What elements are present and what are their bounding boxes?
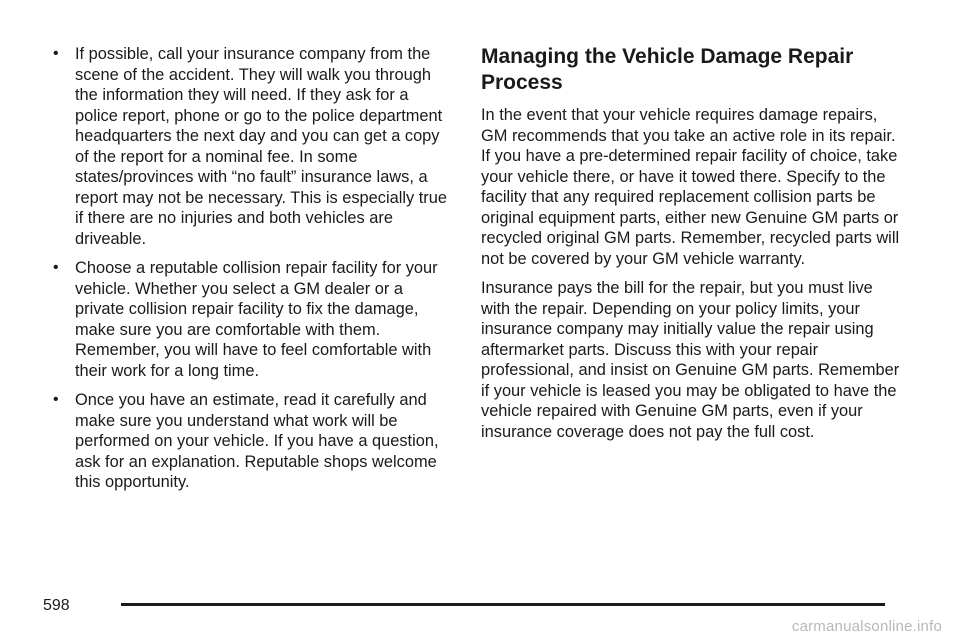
bullet-icon: •: [53, 45, 59, 62]
bullet-item-choose-facility: [53, 258, 453, 381]
bullet-item-estimate: [53, 390, 453, 493]
page-number: 598: [43, 597, 70, 614]
watermark: carmanualsonline.info: [791, 618, 942, 635]
footer-divider: [121, 603, 885, 606]
paragraph-damage-repairs: In the event that your vehicle requires damage repairs, GM recommends that you take an active role in its repair. If you have a pre-determined repair facility of choice, take your vehicle there, or have it towed there. Specify to the facility that any required replacement collision parts be original equipment parts, either new Genuine GM parts or recycled original GM parts. Remember, recycled parts will not be covered by your GM vehicle warranty.: [481, 106, 900, 268]
bullet-text: Choose a reputable collision repair facility for your vehicle. Whether you select a GM dealer or a private collision repair facility to fix the damage, make sure you are comfortable with them. Remember, you will have to feel comfortable with their work for a long time.: [75, 259, 438, 380]
paragraph-insurance: Insurance pays the bill for the repair, but you must live with the repair. Depending on your policy limits, your insurance company may initially value the repair using aftermarket parts. Discuss this with your repair professional, and insist on Genuine GM parts. Remember if your vehicle is leased you may be obligated to have the vehicle repaired with Genuine GM parts, even if your insurance coverage does not pay the full cost.: [481, 279, 900, 441]
section-heading: Managing the Vehicle Damage Repair Process: [481, 45, 854, 94]
bullet-icon: •: [53, 391, 59, 408]
bullet-icon: •: [53, 259, 59, 276]
bullet-text: If possible, call your insurance company from the scene of the accident. They will walk you through the information they will need. If they ask for a police report, phone or go to the police department headquarters the next day and you can get a copy of the report for a nominal fee. In some states/provinces with “no fault” insurance laws, a report may not be necessary. This is especially true if there are no injuries and both vehicles are driveable.: [75, 45, 447, 248]
right-column: [481, 44, 901, 451]
left-column: [53, 44, 453, 502]
bullet-text: Once you have an estimate, read it carefully and make sure you understand what work will be performed on your vehicle. If you have a question, ask for an explanation. Reputable shops welcome this opportunity.: [75, 391, 439, 491]
bullet-item-call-insurance: [53, 44, 453, 249]
